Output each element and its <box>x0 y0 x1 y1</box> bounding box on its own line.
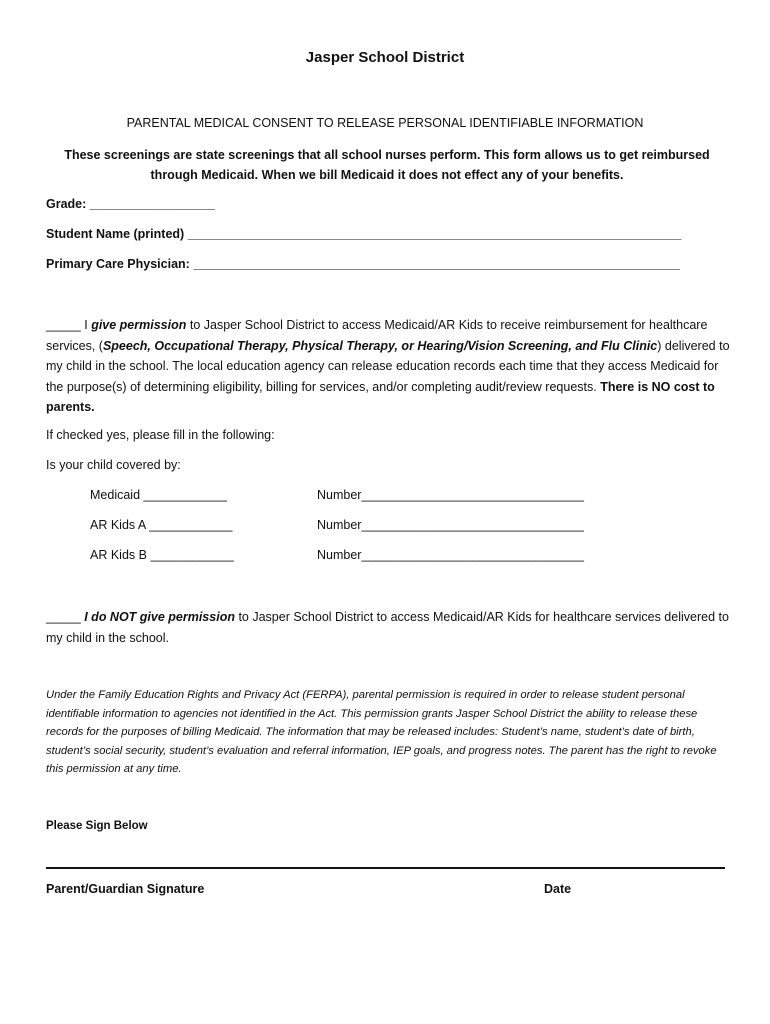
number-label: Number <box>317 518 362 532</box>
student-name-label: Student Name (printed) <box>46 227 185 241</box>
parent-signature-label: Parent/Guardian Signature <box>46 882 205 896</box>
student-name-field <box>46 227 681 241</box>
coverage-program <box>90 548 234 562</box>
deny-permission-emphasis: I do NOT give permission <box>80 610 235 624</box>
permission-text-2: ) delivered to my child in the school. The local education agency can release education records each time that they access Medicaid for the purpose(s) of determining eligibility, billing for services, and/or completing audit/review requests. <box>46 338 730 394</box>
give-permission-checkbox-blank[interactable]: _____ <box>46 318 81 332</box>
document-title: Jasper School District <box>305 49 465 66</box>
date-label: Date <box>544 882 572 896</box>
number-blank[interactable]: ________________________________ <box>361 488 584 502</box>
give-permission-emphasis: give permission <box>91 318 187 332</box>
form-subtitle: PARENTAL MEDICAL CONSENT TO RELEASE PERSONAL IDENTIFIABLE INFORMATION <box>126 116 644 130</box>
grade-blank[interactable]: __________________ <box>89 197 215 211</box>
services-list: Speech, Occupational Therapy, Physical Therapy, or Hearing/Vision Screening, and Flu Clinic <box>102 338 658 353</box>
program-label: AR Kids B <box>90 548 147 562</box>
sign-heading: Please Sign Below <box>46 820 148 832</box>
ferpa-notice: Under the Family Education Rights and Privacy Act (FERPA), parental permission is required in order to release student personal identifiable information to agencies not identified in the Act. This permission grants Jasper School District the ability to release these records for the purposes of billing Medicaid. The information that may be released includes: Student’s name, student’s date of birth, student’s social security, student’s evaluation and referral information, IEP goals, and progress notes. The parent has the right to revoke this permission at any time. <box>46 689 717 776</box>
i-word: I <box>80 318 92 332</box>
coverage-number <box>317 518 584 532</box>
if-checked-instruction: If checked yes, please fill in the following: <box>46 428 275 442</box>
deny-permission-text: to Jasper School District to access Medicaid/AR Kids for healthcare services delivered to my child in the school. <box>46 610 729 645</box>
program-label: Medicaid <box>90 488 141 502</box>
program-blank[interactable]: ____________ <box>149 518 233 532</box>
physician-field <box>46 257 680 271</box>
coverage-program <box>90 518 233 532</box>
number-label: Number <box>317 548 362 562</box>
signature-line[interactable] <box>46 867 725 869</box>
physician-label: Primary Care Physician: <box>46 257 190 271</box>
number-blank[interactable]: ________________________________ <box>361 518 584 532</box>
coverage-program <box>90 488 227 502</box>
program-label: AR Kids A <box>90 518 146 532</box>
permission-text-1: to Jasper School District to access Medicaid/AR Kids to receive reimbursement for healthcare services, ( <box>46 318 708 353</box>
program-blank[interactable]: ____________ <box>143 488 227 502</box>
physician-blank[interactable]: ______________________________________________________________________ <box>193 257 680 271</box>
coverage-number <box>317 548 584 562</box>
deny-permission-paragraph <box>46 607 736 648</box>
coverage-number <box>317 488 584 502</box>
covered-by-question: Is your child covered by: <box>46 458 181 472</box>
give-permission-paragraph <box>46 315 736 418</box>
deny-permission-checkbox-blank[interactable]: _____ <box>46 610 81 624</box>
grade-label: Grade: <box>46 197 87 211</box>
intro-paragraph: These screenings are state screenings that all school nurses perform. This form allows us to get reimbursed through Medicaid. When we bill Medicaid it does not effect any of your benefits. <box>64 148 710 182</box>
number-blank[interactable]: ________________________________ <box>361 548 584 562</box>
grade-field <box>46 197 215 211</box>
student-name-blank[interactable]: _______________________________________________________________________ <box>187 227 682 241</box>
program-blank[interactable]: ____________ <box>150 548 234 562</box>
number-label: Number <box>317 488 362 502</box>
no-cost-statement: There is NO cost to parents. <box>46 379 715 414</box>
